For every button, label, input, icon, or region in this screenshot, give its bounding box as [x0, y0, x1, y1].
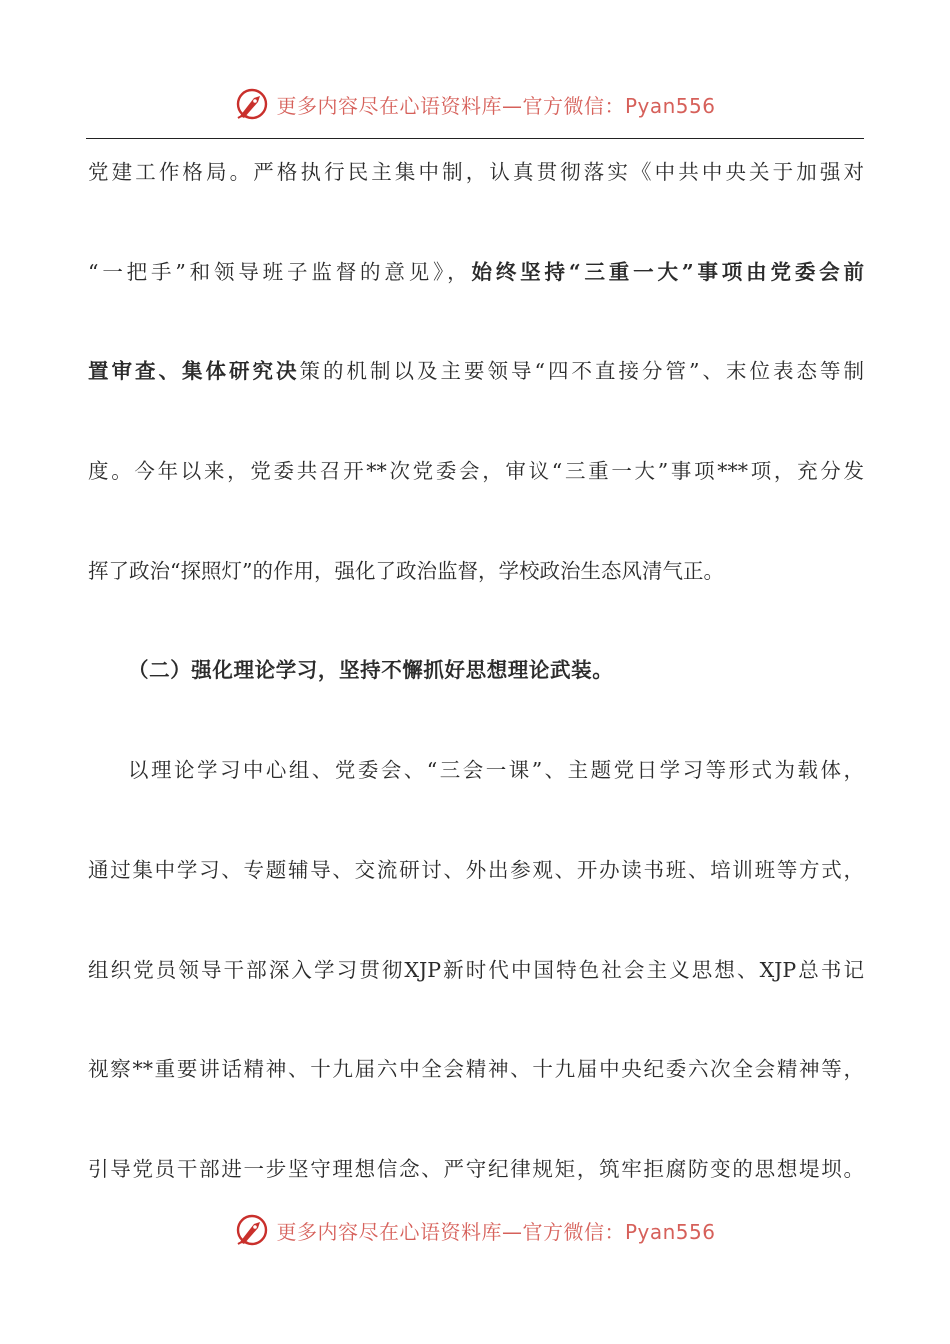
paragraph-line: 度。今年以来，党委共召开**次党委会，审议“三重一大”事项***项，充分发 [88, 459, 864, 484]
footer-banner [0, 1208, 950, 1252]
header-banner-text: 更多内容尽在心语资料库—官方微信：Pyan556 [276, 93, 716, 118]
paragraph-line: 引导党员干部进一步坚守理想信念、严守纪律规矩，筑牢拒腐防变的思想堤坝。 [88, 1156, 864, 1181]
section-heading: （二）强化理论学习，坚持不懈抓好思想理论武装。 [128, 658, 614, 683]
footer-banner-text: 更多内容尽在心语资料库—官方微信：Pyan556 [276, 1219, 716, 1244]
bold-text-run: 始终坚持“三重一大”事项由党委会前 [471, 259, 864, 284]
paragraph-line: 视察**重要讲话精神、十九届六中全会精神、十九届中央纪委六次全会精神等， [88, 1057, 864, 1082]
paragraph-line: 组织党员领导干部深入学习贯彻XJP新时代中国特色社会主义思想、XJP总书记 [88, 957, 864, 982]
document-body [88, 150, 864, 1247]
pen-nib-circle-icon [234, 1212, 270, 1248]
pen-nib-circle-icon [234, 86, 270, 122]
paragraph-line: 以理论学习中心组、党委会、“三会一课”、主题党日学习等形式为载体， [128, 758, 864, 783]
paragraph-line [88, 349, 864, 449]
header-banner [0, 82, 950, 126]
paragraph-line: 党建工作格局。严格执行民主集中制，认真贯彻落实《中共中央关于加强对 [88, 160, 864, 184]
paragraph-line [88, 250, 864, 350]
bold-text-run: 置审查、集体研究决 [88, 359, 300, 384]
paragraph-line: 通过集中学习、专题辅导、交流研讨、外出参观、开办读书班、培训班等方式， [88, 857, 864, 882]
header-divider [86, 138, 864, 139]
text-run: “一把手”和领导班子监督的意见》， [88, 259, 472, 284]
text-run: 策的机制以及主要领导“四不直接分管”、末位表态等制 [299, 359, 864, 384]
paragraph-line: 挥了政治“探照灯”的作用，强化了政治监督，学校政治生态风清气正。 [88, 558, 724, 583]
